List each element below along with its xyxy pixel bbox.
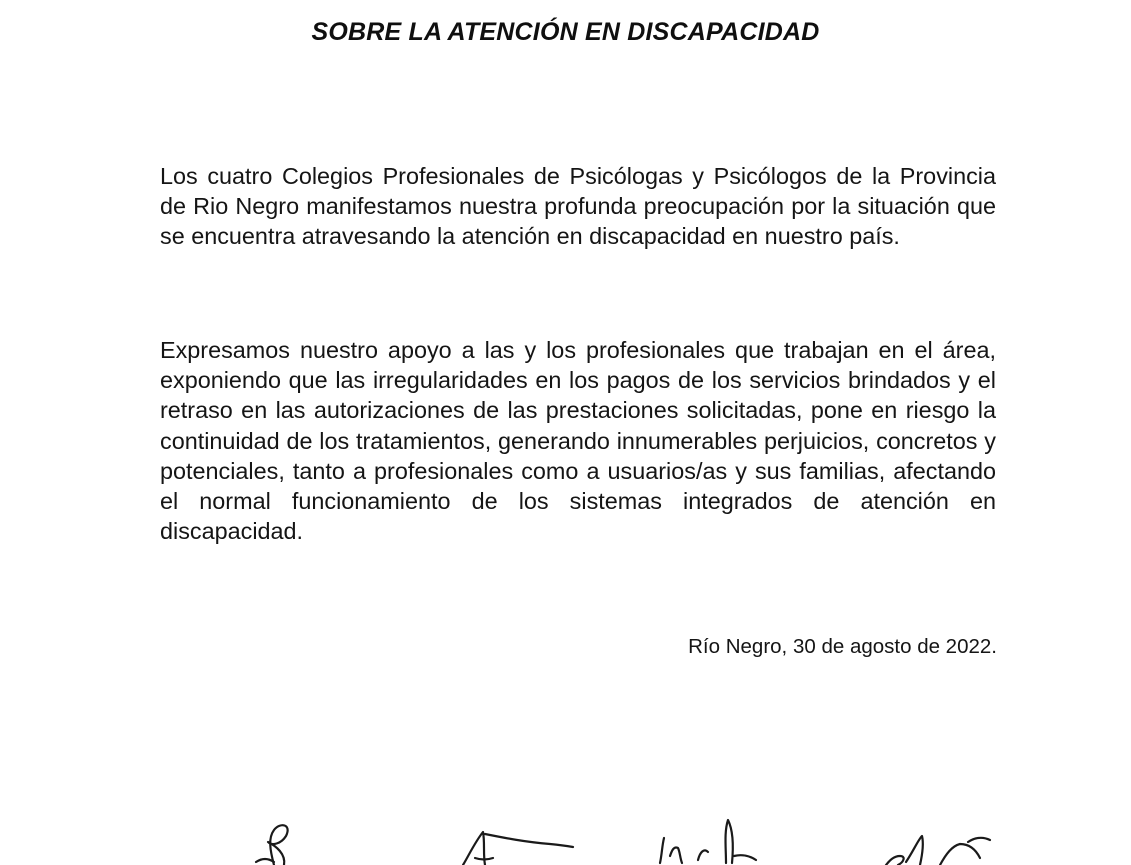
place-date-line: Río Negro, 30 de agosto de 2022. — [688, 635, 997, 658]
signature-4 — [880, 820, 995, 865]
statement-paragraph-1: Los cuatro Colegios Profesionales de Psicólogas y Psicólogos de la Provincia de Rio Negro manifestamos nuestra profunda preocupación por la situación que se encuentra atravesando la atención en discapacidad en nuestro país. — [160, 163, 996, 250]
document-heading: SOBRE LA ATENCIÓN EN DISCAPACIDAD — [311, 18, 820, 46]
signature-3 — [650, 818, 760, 863]
statement-paragraph-2: Expresamos nuestro apoyo a las y los profesionales que trabajan en el área, exponiendo que las irregularidades en los pagos de los servicios brindados y el retraso en las autorizaciones de las prestaciones solicitadas, pone en riesgo la continuidad de los tratamientos, generando innumerables perjuicios, concretos y potenciales, tanto a profesionales como a usuarios/as y sus familias, afectando el normal funcionamiento de los sistemas integrados de atención en discapacidad. — [160, 337, 996, 545]
signature-2 — [455, 820, 575, 865]
cropped-title-line — [392, 0, 657, 2]
signature-1 — [246, 810, 316, 865]
signatures-area — [0, 790, 1131, 860]
